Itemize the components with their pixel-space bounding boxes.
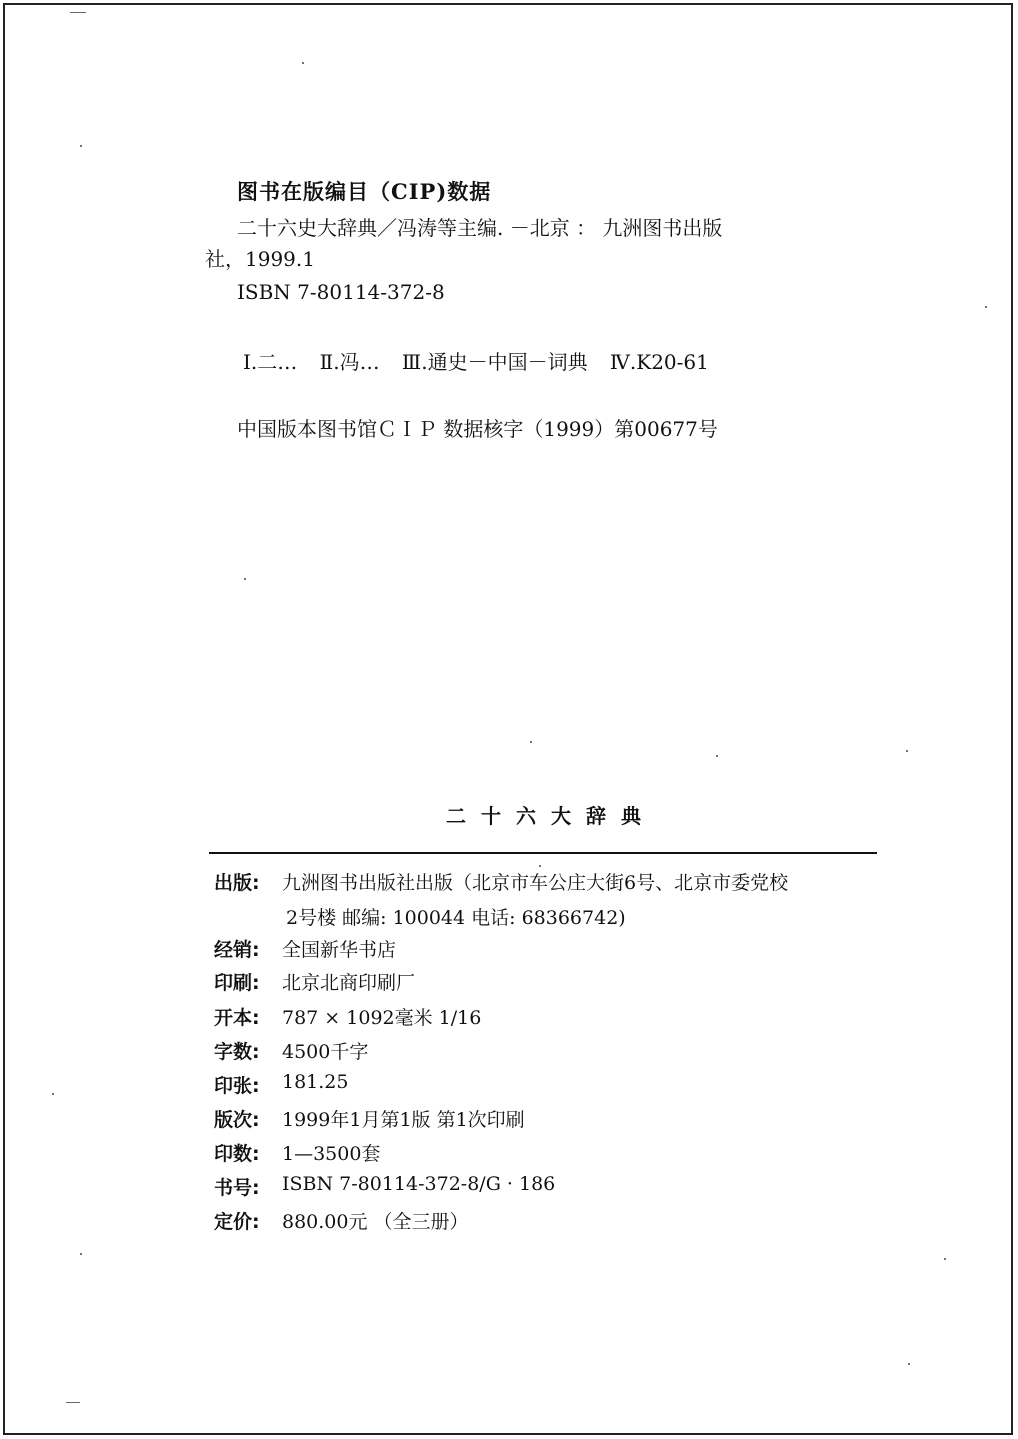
book-number-row bbox=[214, 1173, 555, 1200]
info-label: 印刷: bbox=[214, 972, 260, 994]
price-row bbox=[214, 1207, 469, 1234]
scan-speck bbox=[944, 1258, 946, 1260]
publisher-continuation: 2号楼 邮编: 100044 电话: 68366742) bbox=[286, 907, 626, 929]
sheets-row bbox=[214, 1071, 348, 1098]
info-value: 181.25 bbox=[282, 1071, 349, 1093]
info-label: 定价: bbox=[214, 1211, 260, 1233]
info-value: 1—3500套 bbox=[282, 1143, 381, 1165]
info-label: 出版: bbox=[214, 872, 260, 894]
info-value: 全国新华书店 bbox=[282, 939, 397, 961]
scan-speck bbox=[80, 145, 82, 147]
info-value: 北京北商印刷厂 bbox=[282, 972, 416, 994]
scan-speck bbox=[530, 741, 532, 743]
cip-isbn: ISBN 7-80114-372-8 bbox=[237, 280, 445, 304]
cip-entry-line: 二十六史大辞典／冯涛等主编. －北京 ： 九洲图书出版 bbox=[237, 216, 723, 240]
info-label: 版次: bbox=[214, 1109, 260, 1131]
info-label: 经销: bbox=[214, 939, 260, 961]
distributor-row bbox=[214, 935, 396, 962]
scan-speck bbox=[716, 755, 718, 757]
scan-speck bbox=[244, 578, 246, 580]
info-label: 印数: bbox=[214, 1143, 260, 1165]
info-value: ISBN 7-80114-372-8/G · 186 bbox=[282, 1173, 556, 1195]
printer-row bbox=[214, 968, 415, 995]
divider bbox=[209, 852, 877, 854]
info-label: 印张: bbox=[214, 1075, 260, 1097]
info-value: 4500千字 bbox=[282, 1041, 369, 1063]
print-run-row bbox=[214, 1139, 380, 1166]
scan-speck bbox=[539, 865, 541, 867]
cip-record-number: 中国版本图书馆ＣＩＰ 数据核字（1999）第00677号 bbox=[237, 417, 718, 441]
scan-speck bbox=[985, 306, 987, 308]
info-label: 开本: bbox=[214, 1007, 260, 1029]
word-count-row bbox=[214, 1037, 368, 1064]
book-title: 二十六大辞典 bbox=[446, 804, 656, 828]
scan-speck bbox=[80, 1253, 82, 1255]
publisher-row bbox=[214, 868, 788, 895]
scan-speck bbox=[70, 12, 86, 13]
edition-row bbox=[214, 1105, 525, 1132]
info-label: 书号: bbox=[214, 1177, 260, 1199]
scan-speck bbox=[66, 1402, 80, 1403]
cip-classification: Ⅰ.二… Ⅱ.冯… Ⅲ.通史－中国－词典 Ⅳ.K20-61 bbox=[243, 350, 709, 374]
scan-speck bbox=[906, 750, 908, 752]
info-label: 字数: bbox=[214, 1041, 260, 1063]
info-value: 880.00元 （全三册） bbox=[282, 1211, 469, 1233]
format-row bbox=[214, 1003, 481, 1030]
cip-title: 图书在版编目（CIP)数据 bbox=[237, 179, 492, 204]
scan-speck bbox=[908, 1363, 910, 1365]
scan-speck bbox=[52, 1093, 54, 1095]
info-value: 1999年1月第1版 第1次印刷 bbox=[282, 1109, 525, 1131]
scan-speck bbox=[302, 62, 304, 64]
cip-entry-line-continued: 社，1999.1 bbox=[205, 247, 315, 271]
info-value: 九洲图书出版社出版（北京市车公庄大街6号、北京市委党校 bbox=[282, 872, 789, 894]
info-value: 787 × 1092毫米 1/16 bbox=[282, 1007, 482, 1029]
